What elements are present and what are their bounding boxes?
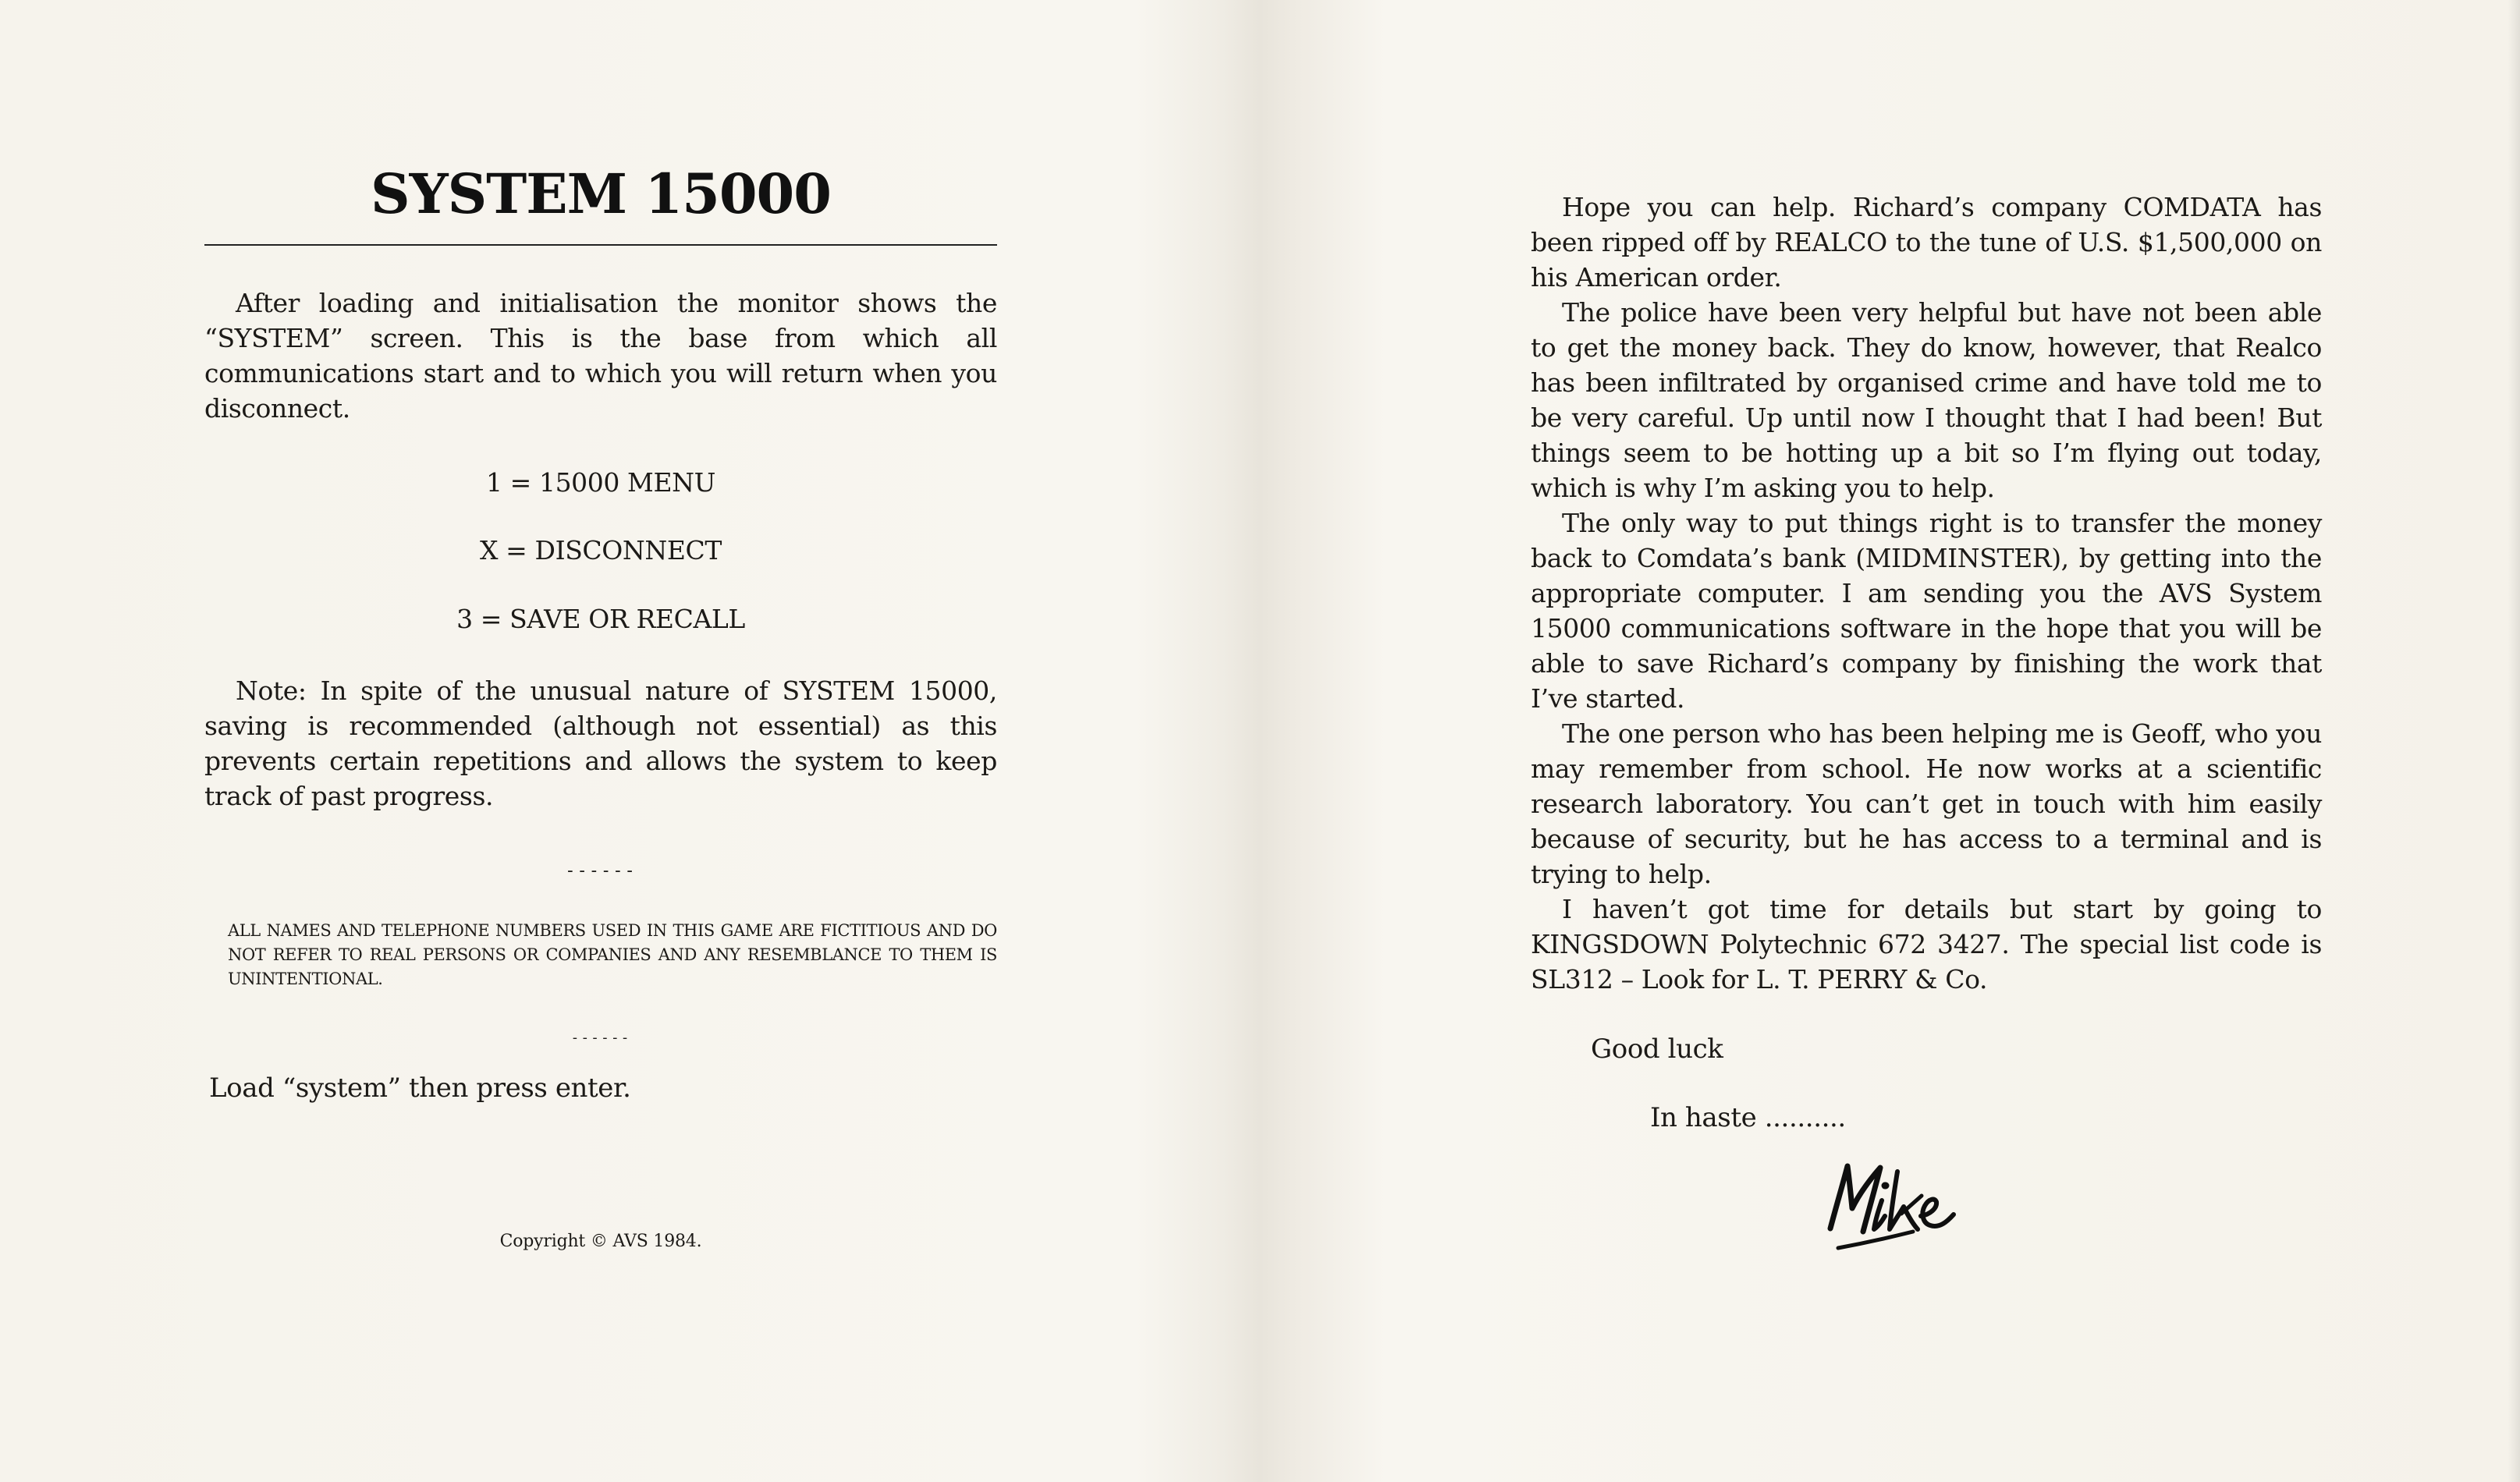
save-note: Note: In spite of the unusual nature of SYSTEM 15000, saving is recommended (although not essential) as this prevents certain repetitions and allows the system to keep track of past progress. [204, 675, 997, 811]
intro-paragraph: After loading and initialisation the monitor shows the “SYSTEM” screen. This is the base from which all communications start and to which you will return when you disconnect. [204, 288, 997, 424]
fictitious-disclaimer: ALL NAMES AND TELEPHONE NUMBERS USED IN THIS GAME ARE FICTITIOUS AND DO NOT REFER TO REAL PERSONS OR COMPANIES AND ANY RESEMBLANCE TO THEM IS UNINTENTIONAL. [228, 921, 997, 988]
copyright-line: Copyright © AVS 1984. [499, 1232, 702, 1251]
letter-paragraph-2: The police have been very helpful but have not been able to get the money back. They do know, however, that Realco has been infiltrated by organised crime and have told me to be very careful. Up until now I thought that I had been! But things seem to be hotting up a bit so I’m flying out today, which is why I’m asking you to help. [1531, 297, 2322, 503]
menu-option-1: 1 = 15000 MENU [485, 467, 716, 498]
letter-paragraph-4: The one person who has been helping me is Geoff, who you may remember from school. He now works at a scientific research laboratory. You can’t get in touch with him easily because of security, but he has access to a terminal and is trying to help. [1531, 718, 2322, 889]
letter-paragraph-1: Hope you can help. Richard’s company COMDATA has been ripped off by REALCO to the tune of U.S. $1,500,000 on his American order. [1531, 192, 2322, 292]
closing-good-luck: Good luck [1591, 1034, 1723, 1065]
page-title: SYSTEM 15000 [371, 161, 831, 226]
menu-option-3: 3 = SAVE OR RECALL [456, 604, 745, 634]
separator-bottom: ------ [570, 1030, 631, 1046]
page-edge-shadow [2508, 0, 2520, 1482]
load-instruction: Load “system” then press enter. [209, 1072, 631, 1104]
letter-paragraph-5: I haven’t got time for details but start by going to KINGSDOWN Polytechnic 672 3427. The special list code is SL312 – Look for L. T. PERRY & Co. [1531, 894, 2322, 994]
handwritten-signature [1804, 1150, 1971, 1268]
title-underline [204, 244, 997, 246]
separator-top: ------ [565, 861, 637, 881]
letter-body [1531, 190, 2322, 997]
menu-option-x: X = DISCONNECT [479, 535, 722, 566]
letter-paragraph-3: The only way to put things right is to transfer the money back to Comdata’s bank (MIDMINSTER), by getting into the appropriate computer. I am sending you the AVS System 15000 communications software in the hope that you will be able to save Richard’s company by finishing the work that I’ve started. [1531, 508, 2322, 714]
sign-off: In haste .......... [1650, 1102, 1846, 1133]
